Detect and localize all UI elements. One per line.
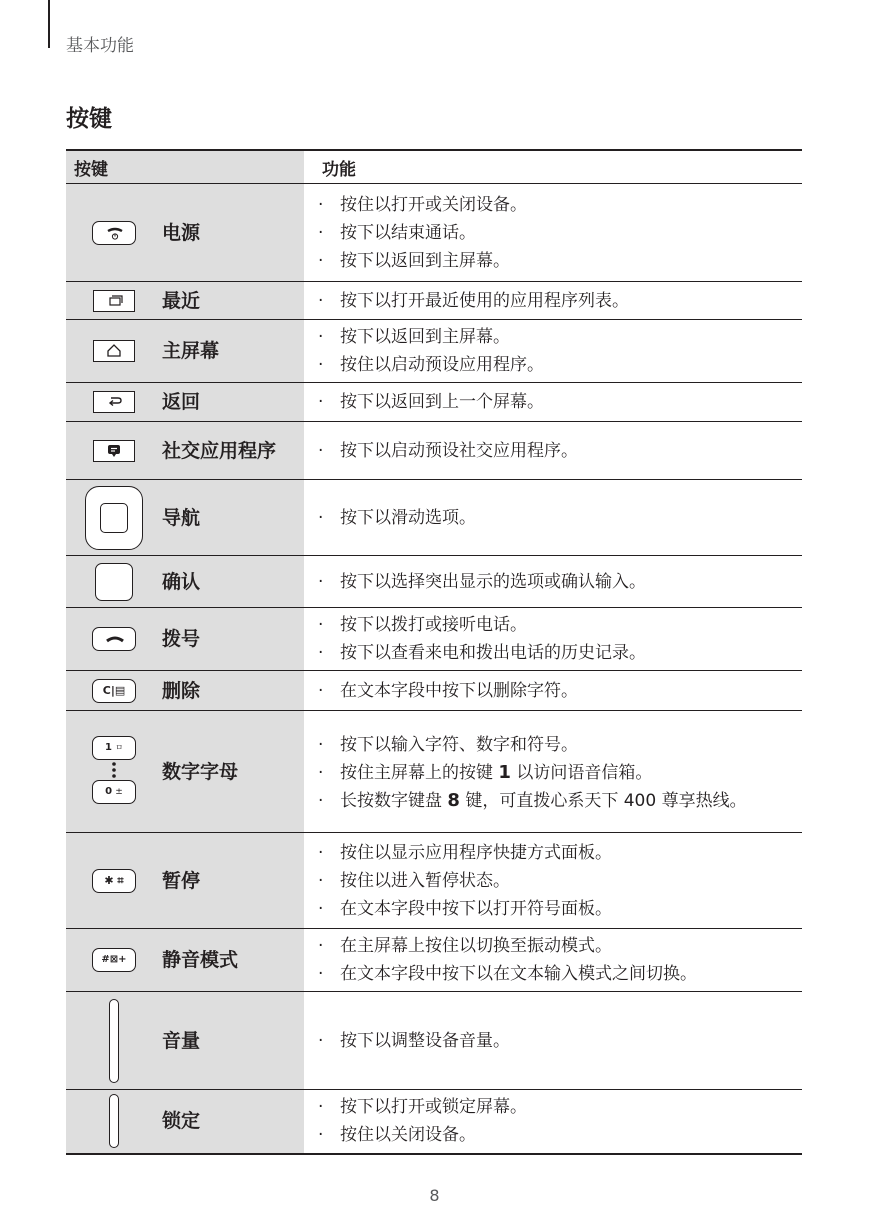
function-item: · 按下以滑动选项。 (318, 507, 476, 528)
header-function: 功能 (304, 150, 802, 184)
function-item: · 按下以打开或锁定屏幕。 (318, 1097, 527, 1118)
function-item: · 按下以选择突出显示的选项或确认输入。 (318, 571, 646, 592)
key-name: 数字字母 (162, 711, 304, 833)
function-item: · 按下以返回到主屏幕。 (318, 327, 510, 347)
key-zero-icon: 0 ± (92, 780, 136, 804)
key-name: 导航 (162, 480, 304, 556)
table-row (66, 480, 802, 556)
function-item: · 长按数字键盘 8 键，可直拨心系天下 400 尊享热线。 (318, 789, 747, 811)
function-item: · 按住以显示应用程序快捷方式面板。 (318, 842, 612, 863)
key-name: 电源 (162, 184, 304, 282)
function-item: · 在主屏幕上按住以切换至振动模式。 (318, 936, 612, 956)
key-name: 最近 (162, 282, 304, 320)
function-item: · 按下以返回到上一个屏幕。 (318, 392, 544, 412)
ok-key-icon (95, 563, 133, 601)
table-row (66, 833, 802, 929)
table-row (66, 1090, 802, 1154)
keys-table (66, 149, 802, 1155)
function-item: · 在文本字段中按下以打开符号面板。 (318, 898, 612, 919)
function-item: · 按下以查看来电和拨出电话的历史记录。 (318, 643, 646, 663)
home-key-icon (93, 340, 135, 362)
section-title: 基本功能 (66, 36, 134, 56)
social-app-key-icon (93, 440, 135, 462)
function-item: · 按住主屏幕上的按键 1 以访问语音信箱。 (318, 761, 653, 783)
function-item: · 按下以输入字符、数字和符号。 (318, 734, 578, 755)
table-row (66, 556, 802, 608)
key-name: 拨号 (162, 608, 304, 671)
header-rule (48, 0, 50, 48)
key-name: 暂停 (162, 833, 304, 929)
function-item: · 按住以启动预设应用程序。 (318, 355, 544, 375)
page-number: 8 (429, 1186, 440, 1205)
table-row (66, 608, 802, 671)
function-item: · 按住以进入暂停状态。 (318, 870, 510, 891)
header-key: 按键 (66, 150, 304, 184)
function-item: · 按下以返回到主屏幕。 (318, 250, 510, 271)
table-row (66, 671, 802, 711)
key-name: 静音模式 (162, 929, 304, 992)
key-name: 音量 (162, 992, 304, 1090)
table-row (66, 184, 802, 282)
function-item: · 在文本字段中按下以删除字符。 (318, 680, 578, 701)
table-row (66, 992, 802, 1090)
function-item: · 按下以启动预设社交应用程序。 (318, 440, 578, 461)
key-name: 锁定 (162, 1090, 304, 1154)
back-key-icon (93, 391, 135, 413)
function-item: · 按下以结束通话。 (318, 222, 476, 243)
table-row (66, 929, 802, 992)
ellipsis-icon (92, 760, 136, 780)
end-call-power-key-icon (92, 221, 136, 245)
table-row (66, 320, 802, 383)
table-row (66, 711, 802, 833)
function-item: · 按下以调整设备音量。 (318, 1030, 510, 1051)
function-item: · 在文本字段中按下以在文本输入模式之间切换。 (318, 964, 697, 984)
function-item: · 按下以拨打或接听电话。 (318, 615, 527, 635)
table-row (66, 422, 802, 480)
function-item: · 按住以关闭设备。 (318, 1125, 476, 1146)
table-row (66, 282, 802, 320)
volume-key-icon (109, 999, 119, 1083)
delete-key-icon: C|▤ (92, 679, 136, 703)
key-name: 删除 (162, 671, 304, 711)
page-title: 按键 (66, 106, 112, 132)
star-pause-key-icon: ✱ ⌗ (92, 869, 136, 893)
navigation-key-icon (85, 486, 143, 550)
key-name: 主屏幕 (162, 320, 304, 383)
alphanumeric-keys-icon (92, 736, 136, 804)
key-name: 返回 (162, 383, 304, 422)
recent-apps-key-icon (93, 290, 135, 312)
function-item: · 按住以打开或关闭设备。 (318, 194, 527, 215)
key-one-icon: 1 ㅁ (92, 736, 136, 760)
lock-key-icon (109, 1094, 119, 1148)
hash-silent-key-icon: #⊠+ (92, 948, 136, 972)
function-item: · 按下以打开最近使用的应用程序列表。 (318, 290, 629, 311)
table-row (66, 383, 802, 422)
call-key-icon (92, 627, 136, 651)
key-name: 确认 (162, 556, 304, 608)
key-name: 社交应用程序 (162, 422, 304, 480)
